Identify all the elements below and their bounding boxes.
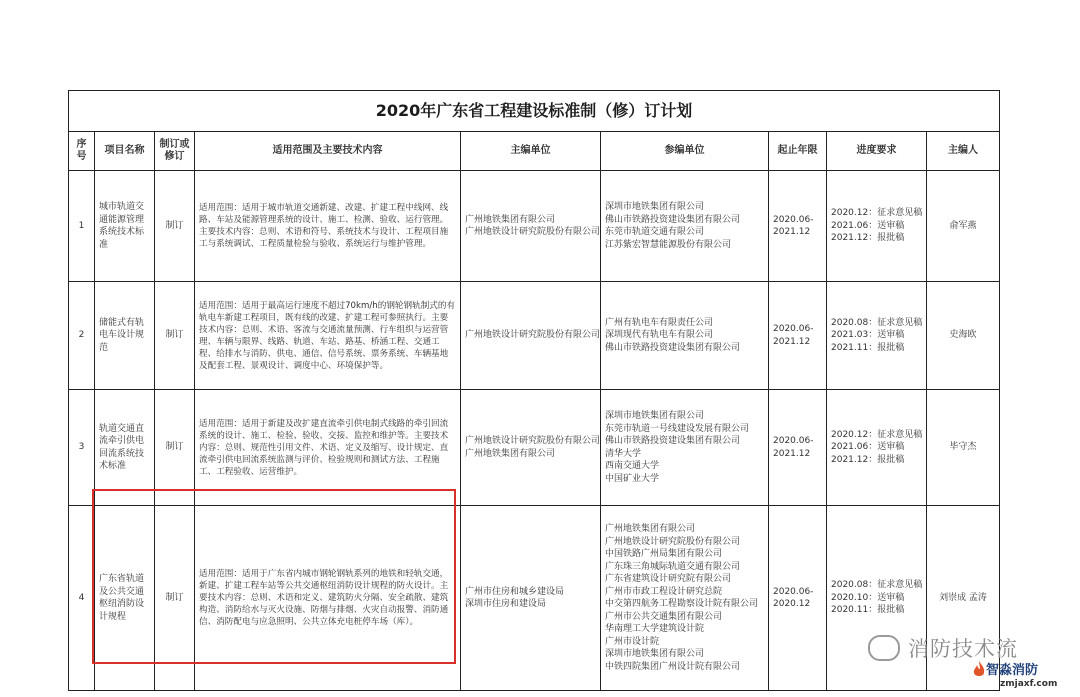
header-progress: 进度要求 <box>827 132 927 171</box>
header-lead: 主编单位 <box>461 132 601 171</box>
header-editor: 主编人 <box>927 132 1000 171</box>
partner-unit: 中国铁路广州局集团有限公司 <box>605 549 723 559</box>
flame-icon <box>972 661 986 679</box>
partner-unit: 深圳市地铁集团有限公司 <box>605 649 705 659</box>
row-editor: 刘崇成 孟涛 <box>927 506 1000 691</box>
row-editor: 史海欧 <box>927 282 1000 390</box>
header-partners: 参编单位 <box>601 132 769 171</box>
row-no: 3 <box>69 390 95 506</box>
partner-unit: 广东珠三角城际轨道交通有限公司 <box>605 561 741 572</box>
partner-unit: 深圳市地铁集团有限公司 <box>605 202 705 212</box>
row-no: 4 <box>69 506 95 691</box>
partner-unit: 清华大学 <box>605 448 642 459</box>
row-editor: 毕守杰 <box>927 390 1000 506</box>
row-partner-units <box>601 390 769 506</box>
partner-unit: 佛山市铁路投资建设集团有限公司 <box>605 436 741 446</box>
row-progress: 2020.08：征求意见稿 2021.03：送审稿 2021.11：报批稿 <box>827 282 927 390</box>
logo-url: zmjaxf.com <box>1000 679 1058 689</box>
lead-unit: 广州地铁设计研究院股份有限公司 <box>465 330 601 341</box>
partner-unit: 中国矿业大学 <box>605 473 660 484</box>
watermark-text: 消防技术流 <box>908 637 1018 661</box>
header-row <box>69 132 1000 171</box>
row-type: 制订 <box>155 506 195 691</box>
row-scope: 适用范围：适用于新建及改扩建直流牵引供电制式线路的牵引回流系统的设计、施工、检验、验收、交接、监控和维护等。主要技术内容：总则、规范性引用文件、术语、定义及缩写、设计规定、直流牵引供电回流系统监测与评价、检验规则和测试方法、工程施工、工程验收、运营维护。 <box>195 390 461 506</box>
row-project-name: 城市轨道交通能源管理系统技术标准 <box>95 171 155 282</box>
row-partner-units <box>601 171 769 282</box>
row-scope: 适用范围：适用于城市轨道交通新建、改建、扩建工程中线网、线路、车站及能源管理系统的设计、施工、检测、验收、运行管理。主要技术内容：总则、术语和符号、系统技术与设计、工程项目施工与系统调试、工程质量检验与验收、系统运行与维护管理。 <box>195 171 461 282</box>
partner-unit: 广州市市政工程设计研究总院 <box>605 586 723 597</box>
partner-unit: 广州有轨电车有限责任公司 <box>605 317 714 328</box>
row-scope: 适用范围：适用于广东省内城市钢轮钢轨系列的地铁和轻轨交通，新建、扩建工程车站等公共交通枢纽消防设计规程的防火设计。主要技术内容：总则、术语和定义、建筑防火分隔、安全疏散、建筑构造、消防给水与灭火设施、防烟与排烟、火灾自动报警、消防通信、消防配电与应急照明、公共立体充电桩停车场（库）。 <box>195 506 461 691</box>
row-progress: 2020.12：征求意见稿 2021.06：送审稿 2021.12：报批稿 <box>827 390 927 506</box>
lead-unit: 广州市住房和城乡建设局 <box>465 586 565 597</box>
partner-unit: 广州市设计院 <box>605 636 660 647</box>
row-type: 制订 <box>155 171 195 282</box>
table-row <box>69 390 1000 506</box>
header-name: 项目名称 <box>95 132 155 171</box>
partner-unit: 广州地铁设计研究院股份有限公司 <box>605 536 741 547</box>
table-row <box>69 171 1000 282</box>
lead-unit: 广州地铁集团有限公司 <box>465 448 556 459</box>
row-lead-units <box>461 506 601 691</box>
row-partner-units <box>601 282 769 390</box>
row-lead-units <box>461 390 601 506</box>
row-scope: 适用范围：适用于最高运行速度不超过70km/h的钢轮钢轨制式的有轨电车新建工程项目，既有线的改建、扩建工程可参照执行。主要技术内容：总则、术语、客流与交通流量预测、行车组织与运营管理、车辆与限界、线路、轨道、车站、路基、桥涵工程、交通工程、给排水与消防、供电、通信、信号系统、票务系统、车辆基地及配套工程、景观设计、调度中心、环境保护等。 <box>195 282 461 390</box>
row-project-name: 储能式有轨电车设计规范 <box>95 282 155 390</box>
standards-plan-sheet <box>68 90 999 691</box>
row-period: 2020.06- 2021.12 <box>769 282 827 390</box>
partner-unit: 深圳现代有轨电车有限公司 <box>605 330 714 341</box>
partner-unit: 中铁四院集团广州设计院有限公司 <box>605 661 741 672</box>
partner-unit: 广州市公共交通集团有限公司 <box>605 611 723 622</box>
partner-unit: 东莞市轨道交通有限公司 <box>605 227 705 237</box>
row-type: 制订 <box>155 390 195 506</box>
partner-unit: 西南交通大学 <box>605 461 660 471</box>
partner-unit: 广州地铁集团有限公司 <box>605 524 696 534</box>
row-period: 2020.06- 2020.12 <box>769 506 827 691</box>
header-no: 序号 <box>69 132 95 171</box>
partner-unit: 东莞市轨道一号线建设发展有限公司 <box>605 423 750 434</box>
row-progress: 2020.12：征求意见稿 2021.06：送审稿 2021.12：报批稿 <box>827 171 927 282</box>
lead-unit: 广州地铁设计研究院股份有限公司 <box>465 436 601 446</box>
logo-name: 智淼消防 <box>986 663 1039 678</box>
lead-unit: 深圳市住房和建设局 <box>465 599 547 609</box>
header-scope: 适用范围及主要技术内容 <box>195 132 461 171</box>
row-partner-units <box>601 506 769 691</box>
header-period: 起止年限 <box>769 132 827 171</box>
partner-unit: 中交第四航务工程勘察设计院有限公司 <box>605 599 759 609</box>
row-type: 制订 <box>155 282 195 390</box>
row-project-name: 轨道交通直流牵引供电回流系统技术标准 <box>95 390 155 506</box>
table-row <box>69 282 1000 390</box>
partner-unit: 广东省建筑设计研究院有限公司 <box>605 574 732 584</box>
wechat-icon <box>868 635 900 661</box>
partner-unit: 佛山市铁路投资建设集团有限公司 <box>605 214 741 225</box>
row-no: 1 <box>69 171 95 282</box>
plan-table <box>68 90 1000 691</box>
partner-unit: 华南理工大学建筑设计院 <box>605 624 705 634</box>
row-progress: 2020.08：征求意见稿 2020.10：送审稿 2020.11：报批稿 <box>827 506 927 691</box>
lead-unit: 广州地铁集团有限公司 <box>465 214 556 225</box>
table-row <box>69 506 1000 691</box>
partner-unit: 佛山市铁路投资建设集团有限公司 <box>605 342 741 353</box>
row-no: 2 <box>69 282 95 390</box>
header-type: 制订或修订 <box>155 132 195 171</box>
row-lead-units <box>461 171 601 282</box>
row-project-name: 广东省轨道及公共交通枢纽消防设计规程 <box>95 506 155 691</box>
site-logo <box>972 659 1076 695</box>
row-lead-units <box>461 282 601 390</box>
row-period: 2020.06- 2021.12 <box>769 390 827 506</box>
row-period: 2020.06- 2021.12 <box>769 171 827 282</box>
lead-unit: 广州地铁设计研究院股份有限公司 <box>465 227 601 237</box>
partner-unit: 深圳市地铁集团有限公司 <box>605 411 705 421</box>
partner-unit: 江苏紫宏智慧能源股份有限公司 <box>605 239 732 250</box>
document-title: 2020年广东省工程建设标准制（修）订计划 <box>69 91 1000 132</box>
row-editor: 俞军燕 <box>927 171 1000 282</box>
